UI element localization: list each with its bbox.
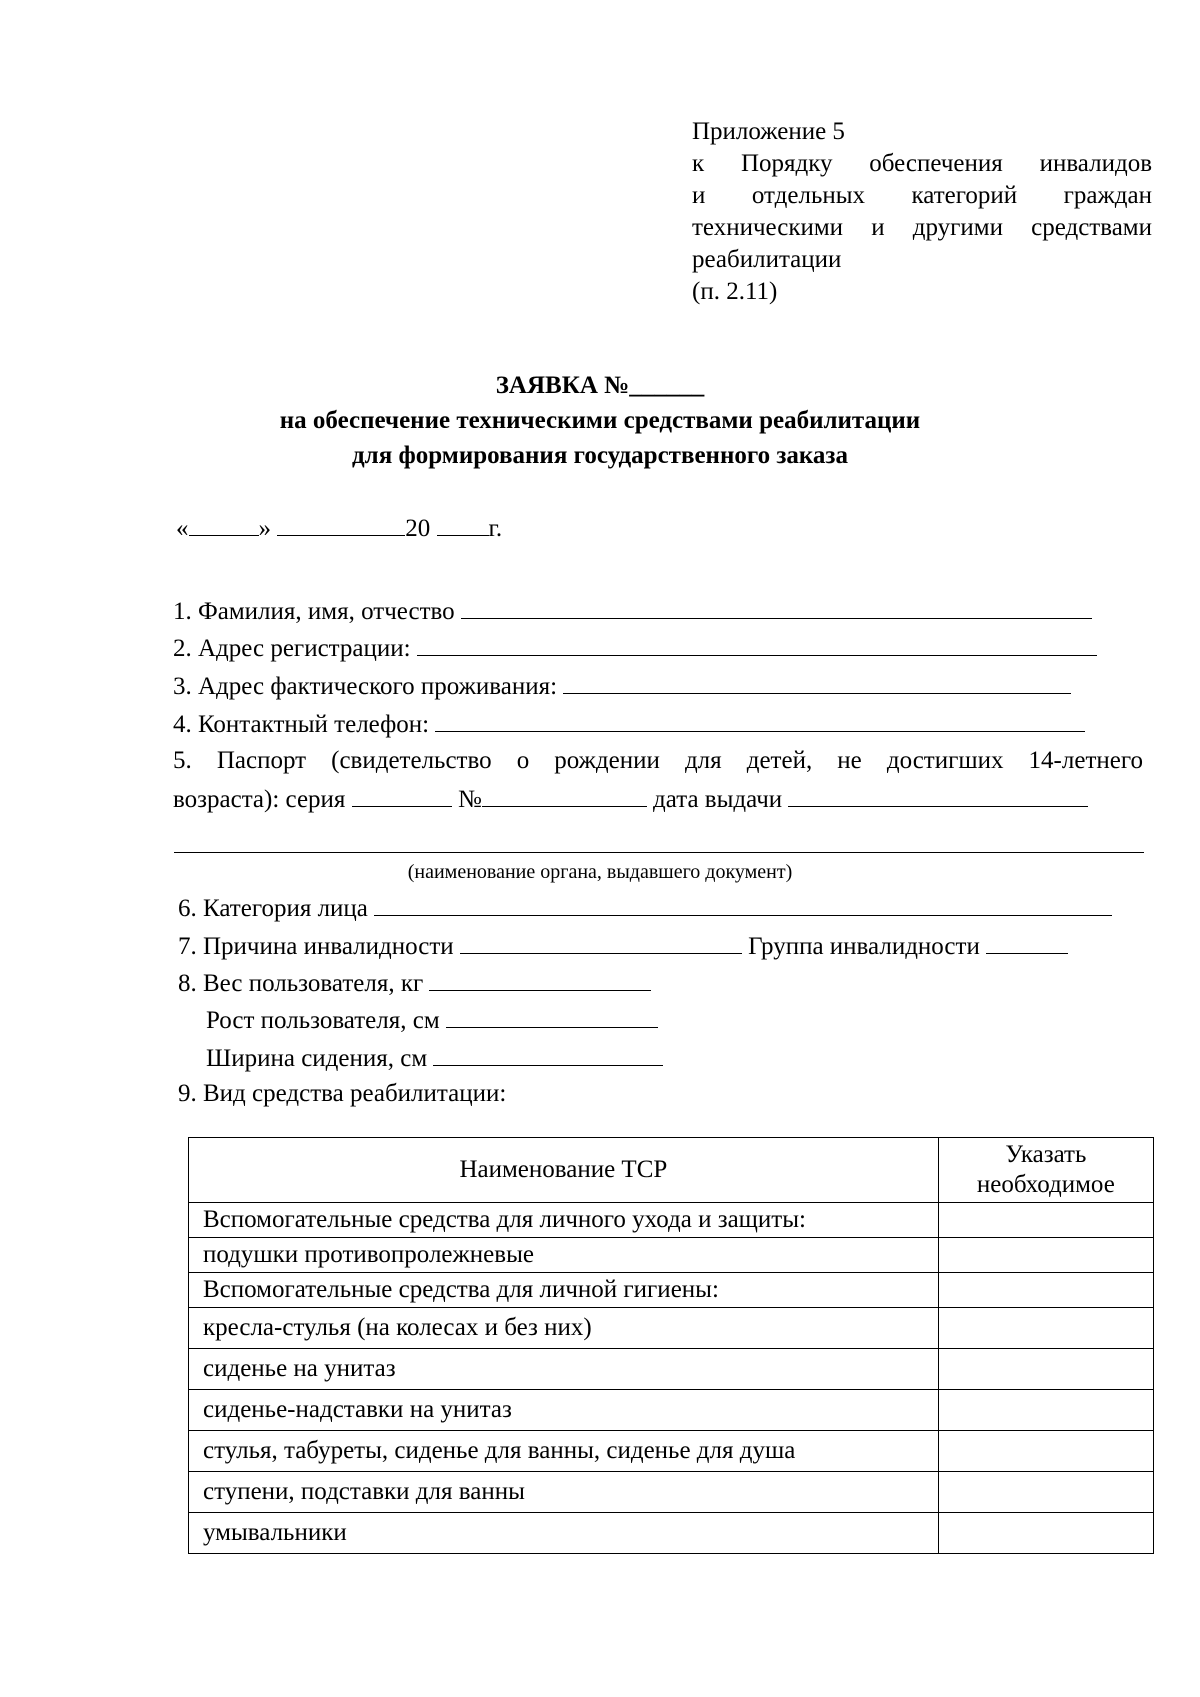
field-label: Группа инвалидности [748, 933, 980, 960]
row-name: ступени, подставки для ванны [189, 1472, 939, 1513]
table-row [189, 1472, 1154, 1513]
field-label: 7. Причина инвалидности [178, 933, 454, 960]
row-name: стулья, табуреты, сиденье для ванны, сиденье для душа [189, 1431, 939, 1472]
column-header-mark-line: Указать [1005, 1141, 1087, 1168]
height-input[interactable] [446, 1001, 658, 1028]
field-phone [173, 705, 1085, 743]
phone-input[interactable] [435, 705, 1085, 732]
passport-date-input[interactable] [788, 780, 1088, 807]
field-passport: 5. Паспорт (свидетельство о рождении для детей, не достигших 14-летнего [173, 747, 1143, 774]
column-header-mark [938, 1138, 1153, 1203]
field-seat-width [206, 1039, 663, 1077]
column-header-mark-line: необходимое [976, 1171, 1115, 1198]
table-row [189, 1273, 1154, 1308]
appendix-text-line: реабилитации [692, 246, 842, 273]
registration-address-input[interactable] [417, 629, 1097, 656]
column-header-name: Наименование ТСР [189, 1138, 939, 1203]
row-mark-cell[interactable] [938, 1472, 1153, 1513]
field-label: 6. Категория лица [178, 895, 368, 922]
table-header-row [189, 1138, 1154, 1203]
disability-group-input[interactable] [986, 927, 1068, 954]
issuer-caption: (наименование органа, выдавшего документ) [407, 861, 793, 883]
weight-input[interactable] [429, 964, 651, 991]
year-prefix: 20 [405, 515, 431, 542]
field-label: 1. Фамилия, имя, отчество [173, 598, 455, 625]
table-row [189, 1238, 1154, 1273]
row-name: умывальники [189, 1513, 939, 1554]
row-mark-cell[interactable] [938, 1390, 1153, 1431]
row-name: Вспомогательные средства для личной гигиены: [189, 1273, 939, 1308]
appendix-header [692, 116, 1152, 308]
table-row [189, 1349, 1154, 1390]
year-suffix: г. [488, 515, 503, 542]
date-close-quote: » [258, 515, 271, 542]
field-label: возраста): серия [173, 786, 346, 813]
issuer-input[interactable] [174, 852, 1144, 853]
row-name: Вспомогательные средства для личного ухода и защиты: [189, 1203, 939, 1238]
rehab-means-table [188, 1137, 1154, 1554]
field-height [206, 1001, 658, 1039]
field-weight [178, 964, 651, 1002]
actual-address-input[interactable] [563, 667, 1071, 694]
appendix-text-line: и отдельных категорий граждан [692, 182, 1152, 209]
date-open-quote: « [176, 515, 189, 542]
row-name: подушки противопролежневые [189, 1238, 939, 1273]
field-rehab-type: 9. Вид средства реабилитации: [178, 1080, 507, 1107]
full-name-input[interactable] [461, 592, 1092, 619]
field-full-name [173, 592, 1092, 630]
passport-number-input[interactable] [482, 780, 647, 807]
appendix-number: Приложение 5 [692, 118, 845, 145]
field-category [178, 889, 1112, 927]
row-name: сиденье на унитаз [189, 1349, 939, 1390]
row-name: сиденье-надставки на унитаз [189, 1390, 939, 1431]
field-label: № [457, 786, 482, 813]
table-row [189, 1390, 1154, 1431]
field-disability-reason [178, 927, 1068, 965]
table-row [189, 1203, 1154, 1238]
table-row [189, 1513, 1154, 1554]
row-mark-cell[interactable] [938, 1238, 1153, 1273]
disability-reason-input[interactable] [460, 927, 742, 954]
field-label: 3. Адрес фактического проживания: [173, 673, 558, 700]
row-name: кресла-стулья (на колесах и без них) [189, 1308, 939, 1349]
row-mark-cell[interactable] [938, 1308, 1153, 1349]
appendix-text-line: к Порядку обеспечения инвалидов [692, 150, 1152, 177]
year-field[interactable] [437, 509, 489, 536]
field-passport-details [173, 780, 1088, 818]
field-label: Ширина сидения, см [206, 1045, 428, 1072]
appendix-reference: (п. 2.11) [692, 278, 778, 305]
field-label: 4. Контактный телефон: [173, 711, 430, 738]
row-mark-cell[interactable] [938, 1513, 1153, 1554]
category-input[interactable] [374, 889, 1112, 916]
row-mark-cell[interactable] [938, 1349, 1153, 1390]
seat-width-input[interactable] [433, 1039, 663, 1066]
table-row [189, 1308, 1154, 1349]
field-label: 8. Вес пользователя, кг [178, 970, 424, 997]
form-title: ЗАЯВКА №______ [495, 372, 705, 399]
day-field[interactable] [189, 509, 259, 536]
field-registration-address [173, 629, 1097, 667]
passport-series-input[interactable] [352, 780, 452, 807]
form-subtitle: для формирования государственного заказа [352, 442, 848, 469]
field-label: 2. Адрес регистрации: [173, 635, 411, 662]
row-mark-cell[interactable] [938, 1203, 1153, 1238]
form-subtitle: на обеспечение техническими средствами реабилитации [279, 407, 921, 434]
date-line [176, 509, 502, 547]
appendix-text-line: техническими и другими средствами [692, 214, 1152, 241]
table-row [189, 1431, 1154, 1472]
row-mark-cell[interactable] [938, 1273, 1153, 1308]
field-label: Рост пользователя, см [206, 1007, 440, 1034]
field-label: дата выдачи [653, 786, 783, 813]
row-mark-cell[interactable] [938, 1431, 1153, 1472]
field-actual-address [173, 667, 1071, 705]
month-field[interactable] [277, 509, 405, 536]
